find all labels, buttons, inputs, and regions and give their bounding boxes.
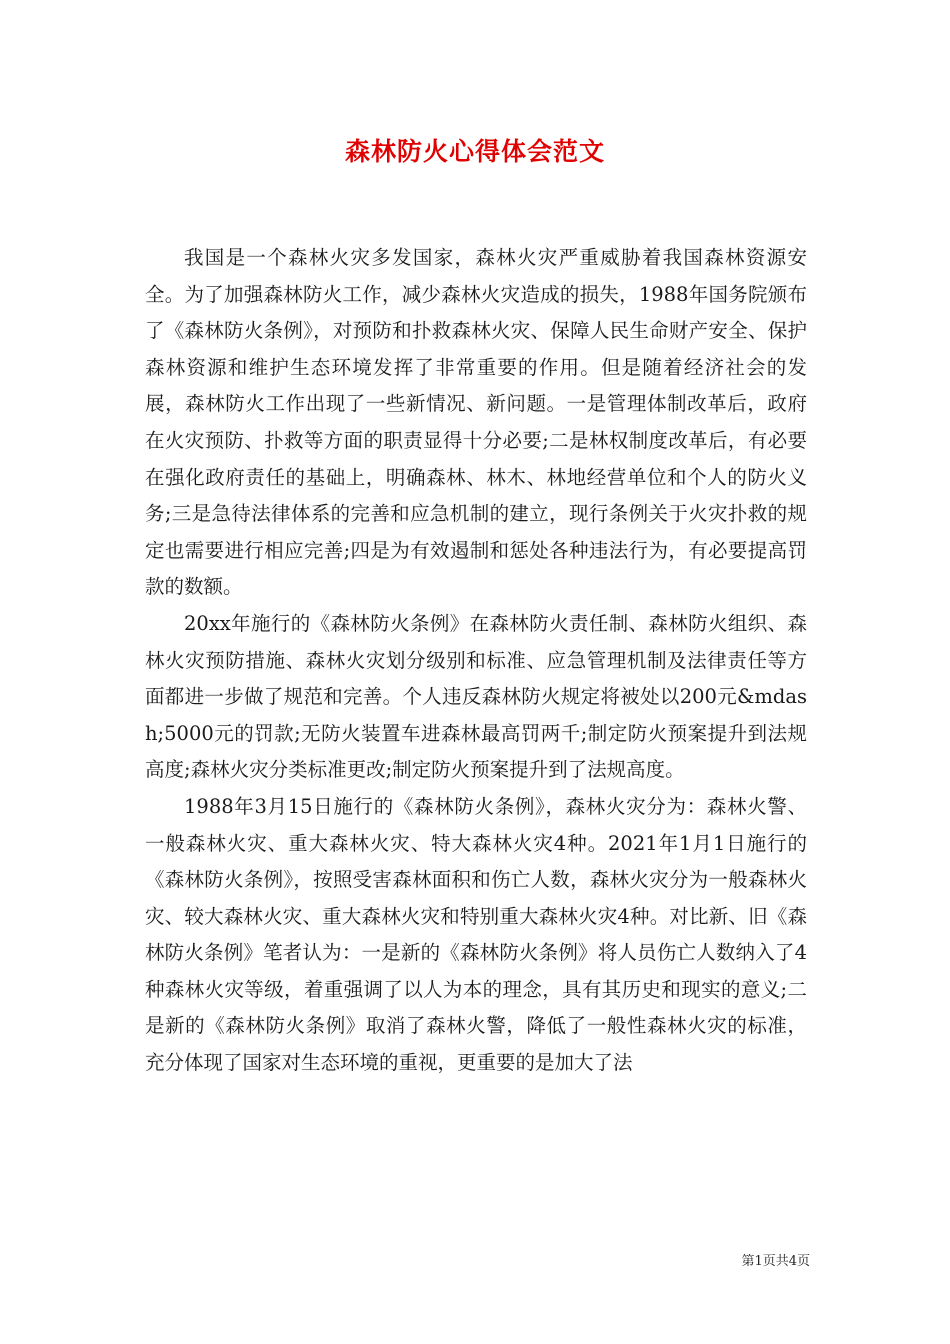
page-number: 第1页共4页 xyxy=(741,1254,810,1269)
paragraph-3: 1988年3月15日施行的《森林防火条例》，森林火灾分为：森林火警、一般森林火灾、重大森林火灾、特大森林火灾4种。2021年1月1日施行的《森林防火条例》，按照受害森林面积和伤亡人数，森林火灾分为一般森林火灾、较大森林火灾、重大森林火灾和特别重大森林火灾4种。对比新、旧《森林防火条例》笔者认为：一是新的《森林防火条例》将人员伤亡人数纳入了4种森林火灾等级，着重强调了以人为本的理念，具有其历史和现实的意义;二是新的《森林防火条例》取消了森林火警，降低了一般性森林火灾的标准，充分体现了国家对生态环境的重视，更重要的是加大了法 xyxy=(145,794,807,1075)
document-body xyxy=(145,240,807,1082)
paragraph-1: 我国是一个森林火灾多发国家，森林火灾严重威胁着我国森林资源安全。为了加强森林防火工作，减少森林火灾造成的损失，1988年国务院颁布了《森林防火条例》，对预防和扑救森林火灾、保障人民生命财产安全、保护森林资源和维护生态环境发挥了非常重要的作用。但是随着经济社会的发展，森林防火工作出现了一些新情况、新问题。一是管理体制改革后，政府在火灾预防、扑救等方面的职责显得十分必要;二是林权制度改革后，有必要在强化政府责任的基础上，明确森林、林木、林地经营单位和个人的防火义务;三是急待法律体系的完善和应急机制的建立，现行条例关于火灾扑救的规定也需要进行相应完善;四是为有效遏制和惩处各种违法行为，有必要提高罚款的数额。 xyxy=(145,246,807,599)
paragraph-2: 20xx年施行的《森林防火条例》在森林防火责任制、森林防火组织、森林火灾预防措施、森林火灾划分级别和标准、应急管理机制及法律责任等方面都进一步做了规范和完善。个人违反森林防火规定将被处以200元&mdash;5000元的罚款;无防火装置车进森林最高罚两千;制定防火预案提升到法规高度;森林火灾分类标准更改;制定防火预案提升到了法规高度。 xyxy=(145,611,807,782)
document-title: 森林防火心得体会范文 xyxy=(344,137,605,166)
